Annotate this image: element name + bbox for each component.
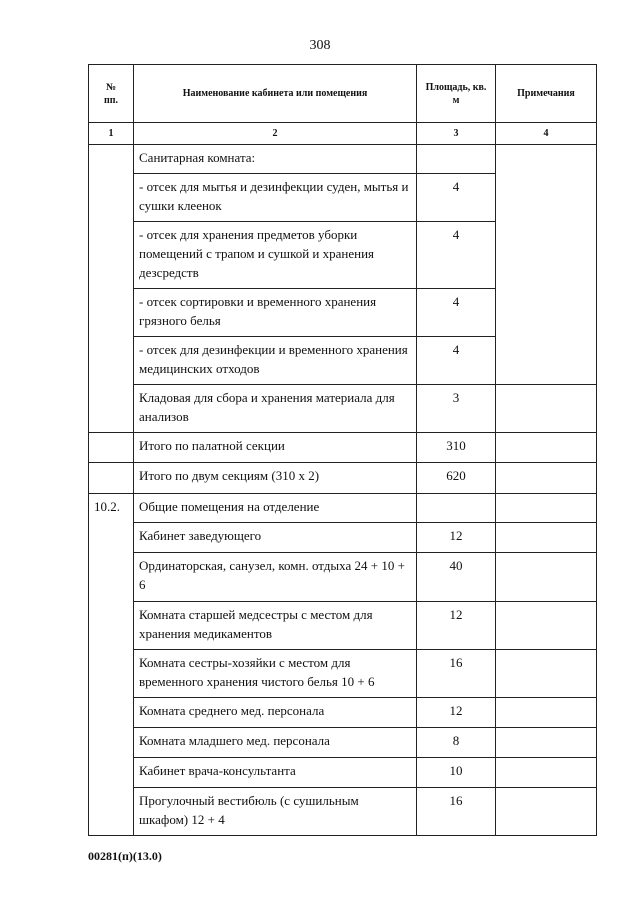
room-name: - отсек для хранения предметов уборки помещений с трапом и сушкой и хранения дезсредств: [134, 222, 417, 289]
room-notes: [496, 494, 597, 523]
room-notes: [496, 553, 597, 602]
room-area: 16: [417, 788, 496, 836]
room-name: Комната сестры-хозяйки с местом для временного хранения чистого белья 10 + 6: [134, 650, 417, 698]
table-row: [89, 553, 597, 602]
room-area: [417, 494, 496, 523]
room-notes: [496, 602, 597, 650]
room-notes: [496, 145, 597, 385]
room-area: 3: [417, 385, 496, 433]
room-area: 12: [417, 523, 496, 553]
room-name: Ординаторская, санузел, комн. отдыха 24 + 10 + 6: [134, 553, 417, 602]
room-name: - отсек сортировки и временного хранения грязного белья: [134, 289, 417, 337]
column-number: 4: [496, 123, 597, 145]
room-name: Комната среднего мед. персонала: [134, 698, 417, 728]
room-name: Прогулочный вестибюль (с сушильным шкафом) 12 + 4: [134, 788, 417, 836]
table-row: [89, 433, 597, 463]
rooms-table: [88, 64, 597, 836]
table-row: [89, 602, 597, 650]
room-area: 10: [417, 758, 496, 788]
header-room-name: Наименование кабинета или помещения: [134, 65, 417, 123]
room-notes: [496, 523, 597, 553]
row-number: [89, 433, 134, 463]
table-row: [89, 788, 597, 836]
column-number: 3: [417, 123, 496, 145]
room-area: 16: [417, 650, 496, 698]
room-name: Комната младшего мед. персонала: [134, 728, 417, 758]
room-name: - отсек для дезинфекции и временного хранения медицинских отходов: [134, 337, 417, 385]
page-number: 308: [309, 38, 331, 53]
header-number-sign: №: [105, 81, 117, 93]
row-number: [89, 463, 134, 494]
room-name: Комната старшей медсестры с местом для хранения медикаментов: [134, 602, 417, 650]
room-name: Итого по двум секциям (310 х 2): [134, 463, 417, 494]
room-notes: [496, 650, 597, 698]
header-number: [89, 65, 134, 123]
table-row: [89, 145, 597, 174]
column-number: 1: [89, 123, 134, 145]
room-name: Санитарная комната:: [134, 145, 417, 174]
room-area: 12: [417, 698, 496, 728]
room-area: 4: [417, 289, 496, 337]
room-notes: [496, 463, 597, 494]
table-row: [89, 523, 597, 553]
room-area: 4: [417, 222, 496, 289]
room-area: 310: [417, 433, 496, 463]
room-name: Кабинет врача-консультанта: [134, 758, 417, 788]
room-area: 40: [417, 553, 496, 602]
table-row: [89, 650, 597, 698]
room-notes: [496, 433, 597, 463]
room-area: 620: [417, 463, 496, 494]
room-name: Кабинет заведующего: [134, 523, 417, 553]
room-name: Кладовая для сбора и хранения материала для анализов: [134, 385, 417, 433]
row-number: 10.2.: [89, 494, 134, 836]
room-area: 12: [417, 602, 496, 650]
room-notes: [496, 728, 597, 758]
room-name: - отсек для мытья и дезинфекции суден, мытья и сушки клеенок: [134, 174, 417, 222]
table-row: [89, 385, 597, 433]
table-row: [89, 728, 597, 758]
table-row: [89, 698, 597, 728]
room-area: 4: [417, 337, 496, 385]
header-area: Площадь, кв. м: [417, 65, 496, 123]
room-area: 8: [417, 728, 496, 758]
row-number: [89, 145, 134, 433]
room-name: Общие помещения на отделение: [134, 494, 417, 523]
room-area: [417, 145, 496, 174]
header-number-abbr: пп.: [103, 94, 119, 106]
table-header-row: [89, 65, 597, 123]
room-notes: [496, 385, 597, 433]
room-name: Итого по палатной секции: [134, 433, 417, 463]
room-notes: [496, 698, 597, 728]
table-row: [89, 758, 597, 788]
document-code: 00281(п)(13.0): [88, 849, 162, 863]
table-row: [89, 494, 597, 523]
table-row: [89, 463, 597, 494]
room-notes: [496, 758, 597, 788]
room-area: 4: [417, 174, 496, 222]
header-notes: Примечания: [496, 65, 597, 123]
column-number: 2: [134, 123, 417, 145]
column-numbers-row: [89, 123, 597, 145]
room-notes: [496, 788, 597, 836]
